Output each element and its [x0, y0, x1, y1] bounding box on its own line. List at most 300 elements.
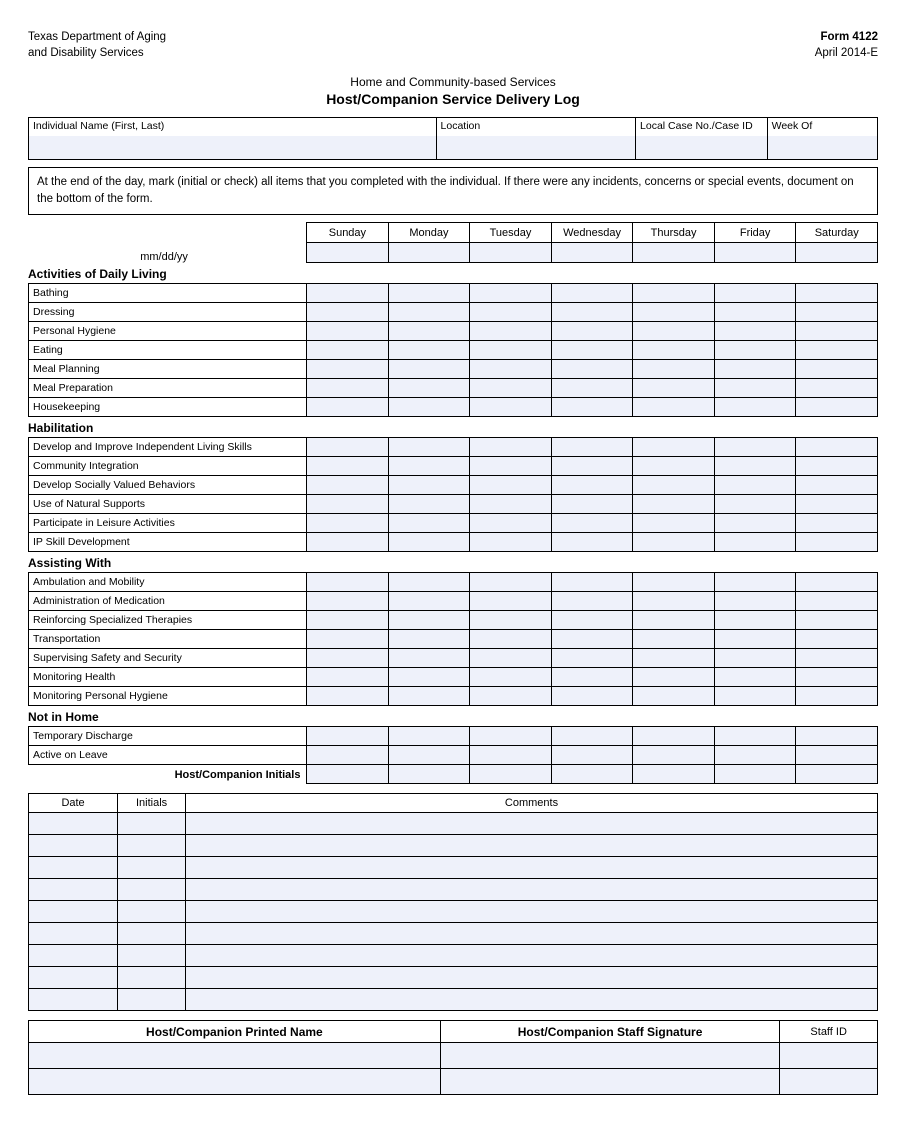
- checkbox-cell-wednesday[interactable]: [551, 438, 633, 457]
- checkbox-cell-sunday[interactable]: [307, 322, 389, 341]
- input-printed-name[interactable]: [29, 1043, 441, 1069]
- input-comment-initials[interactable]: [118, 813, 186, 835]
- task-label: Supervising Safety and Security: [29, 649, 307, 668]
- checkbox-cell-saturday[interactable]: [796, 341, 878, 360]
- title-block: [28, 75, 878, 107]
- checkbox-cell-tuesday[interactable]: [470, 284, 552, 303]
- checkbox-cell-friday[interactable]: [714, 746, 796, 765]
- initials-cell-monday[interactable]: [388, 765, 470, 784]
- checkbox-cell-sunday[interactable]: [307, 360, 389, 379]
- checkbox-cell-saturday[interactable]: [796, 495, 878, 514]
- task-row: [29, 727, 878, 746]
- task-row: [29, 438, 878, 457]
- checkbox-cell-sunday[interactable]: [307, 495, 389, 514]
- input-printed-name[interactable]: [29, 1069, 441, 1095]
- checkbox-cell-friday[interactable]: [714, 341, 796, 360]
- input-comment-date[interactable]: [29, 945, 118, 967]
- comments-row: [29, 857, 878, 879]
- task-label: Use of Natural Supports: [29, 495, 307, 514]
- checkbox-cell-friday[interactable]: [714, 322, 796, 341]
- checkbox-cell-monday[interactable]: [388, 533, 470, 552]
- task-label: Eating: [29, 341, 307, 360]
- section-heading-assisting-with: Assisting With: [28, 556, 112, 571]
- task-label: Administration of Medication: [29, 592, 307, 611]
- checkbox-cell-thursday[interactable]: [633, 303, 715, 322]
- day-name-row: [28, 223, 878, 243]
- checkbox-cell-friday[interactable]: [714, 476, 796, 495]
- checkbox-cell-thursday[interactable]: [633, 727, 715, 746]
- task-label: Community Integration: [29, 457, 307, 476]
- checkbox-cell-tuesday[interactable]: [470, 630, 552, 649]
- label-location: Location: [436, 118, 636, 136]
- checkbox-cell-saturday[interactable]: [796, 457, 878, 476]
- checkbox-cell-thursday[interactable]: [633, 592, 715, 611]
- input-week-of[interactable]: [767, 136, 877, 160]
- form-header: [28, 30, 878, 61]
- checkbox-cell-friday[interactable]: [714, 284, 796, 303]
- checkbox-cell-thursday[interactable]: [633, 533, 715, 552]
- input-comment-initials[interactable]: [118, 835, 186, 857]
- checkbox-cell-sunday[interactable]: [307, 398, 389, 417]
- task-row: [29, 457, 878, 476]
- checkbox-cell-monday[interactable]: [388, 727, 470, 746]
- checkbox-cell-saturday[interactable]: [796, 360, 878, 379]
- checkbox-cell-saturday[interactable]: [796, 533, 878, 552]
- checkbox-cell-sunday[interactable]: [307, 303, 389, 322]
- checkbox-cell-monday[interactable]: [388, 746, 470, 765]
- input-comment-text[interactable]: [186, 879, 878, 901]
- task-row: [29, 630, 878, 649]
- day-header-tuesday: Tuesday: [470, 223, 552, 243]
- checkbox-cell-friday[interactable]: [714, 533, 796, 552]
- checkbox-cell-tuesday[interactable]: [470, 360, 552, 379]
- checkbox-cell-wednesday[interactable]: [551, 533, 633, 552]
- task-row: [29, 573, 878, 592]
- input-staff-id[interactable]: [780, 1069, 878, 1095]
- checkbox-cell-friday[interactable]: [714, 727, 796, 746]
- task-label: IP Skill Development: [29, 533, 307, 552]
- input-date-friday[interactable]: [714, 243, 796, 263]
- input-comment-text[interactable]: [186, 857, 878, 879]
- input-staff-signature[interactable]: [440, 1069, 780, 1095]
- checkbox-cell-sunday[interactable]: [307, 746, 389, 765]
- checkbox-cell-friday[interactable]: [714, 687, 796, 706]
- checkbox-cell-wednesday[interactable]: [551, 592, 633, 611]
- task-row: [29, 649, 878, 668]
- checkbox-cell-tuesday[interactable]: [470, 457, 552, 476]
- input-comment-date[interactable]: [29, 813, 118, 835]
- checkbox-cell-friday[interactable]: [714, 573, 796, 592]
- initials-cell-tuesday[interactable]: [470, 765, 552, 784]
- label-local-case-no: Local Case No./Case ID: [636, 118, 768, 136]
- initials-cell-sunday[interactable]: [307, 765, 389, 784]
- checkbox-cell-sunday[interactable]: [307, 611, 389, 630]
- input-comment-date[interactable]: [29, 989, 118, 1011]
- initials-row-label: Host/Companion Initials: [174, 768, 301, 781]
- input-date-saturday[interactable]: [796, 243, 878, 263]
- checkbox-cell-tuesday[interactable]: [470, 438, 552, 457]
- checkbox-cell-monday[interactable]: [388, 379, 470, 398]
- day-header-monday: Monday: [388, 223, 470, 243]
- checkbox-cell-monday[interactable]: [388, 438, 470, 457]
- agency-name: [28, 30, 166, 61]
- identification-table: [28, 117, 878, 160]
- checkbox-cell-tuesday[interactable]: [470, 746, 552, 765]
- instructions-box: At the end of the day, mark (initial or check) all items that you completed with the individual. If there were any incidents, concerns or special events, document on the bottom of the form.: [28, 167, 878, 215]
- input-comment-date[interactable]: [29, 835, 118, 857]
- checkbox-cell-friday[interactable]: [714, 630, 796, 649]
- checkbox-cell-thursday[interactable]: [633, 379, 715, 398]
- signature-table: [28, 1020, 878, 1095]
- task-label: Ambulation and Mobility: [29, 573, 307, 592]
- checkbox-cell-sunday[interactable]: [307, 341, 389, 360]
- checkbox-cell-monday[interactable]: [388, 592, 470, 611]
- comments-col-initials: Initials: [118, 794, 186, 813]
- task-row: [29, 322, 878, 341]
- checkbox-cell-monday[interactable]: [388, 476, 470, 495]
- input-comment-initials[interactable]: [118, 967, 186, 989]
- checkbox-cell-friday[interactable]: [714, 495, 796, 514]
- checkbox-cell-wednesday[interactable]: [551, 476, 633, 495]
- agency-line-1: Texas Department of Aging: [28, 31, 167, 43]
- checkbox-cell-sunday[interactable]: [307, 514, 389, 533]
- comments-header-row: [29, 794, 878, 813]
- checkbox-cell-friday[interactable]: [714, 592, 796, 611]
- input-comment-date[interactable]: [29, 857, 118, 879]
- task-label: Active on Leave: [29, 746, 307, 765]
- task-label: Housekeeping: [29, 398, 307, 417]
- checkbox-cell-sunday[interactable]: [307, 284, 389, 303]
- input-staff-id[interactable]: [780, 1043, 878, 1069]
- input-comment-text[interactable]: [186, 945, 878, 967]
- checkbox-cell-wednesday[interactable]: [551, 322, 633, 341]
- checkbox-cell-sunday[interactable]: [307, 438, 389, 457]
- comments-table: [28, 793, 878, 1011]
- task-row: [29, 495, 878, 514]
- form-meta: [815, 30, 878, 61]
- checkbox-cell-friday[interactable]: [714, 457, 796, 476]
- checkbox-cell-wednesday[interactable]: [551, 727, 633, 746]
- checkbox-cell-wednesday[interactable]: [551, 360, 633, 379]
- task-label: Develop and Improve Independent Living Skills: [29, 438, 307, 457]
- day-header-saturday: Saturday: [796, 223, 878, 243]
- checkbox-cell-saturday[interactable]: [796, 727, 878, 746]
- task-row: [29, 514, 878, 533]
- task-label: Personal Hygiene: [29, 322, 307, 341]
- initials-cell-friday[interactable]: [714, 765, 796, 784]
- input-individual-name[interactable]: [29, 136, 437, 160]
- task-row: [29, 303, 878, 322]
- task-row: [29, 611, 878, 630]
- checkbox-cell-saturday[interactable]: [796, 476, 878, 495]
- checkbox-cell-saturday[interactable]: [796, 284, 878, 303]
- input-comment-date[interactable]: [29, 923, 118, 945]
- task-row: [29, 687, 878, 706]
- task-row: [29, 379, 878, 398]
- initials-cell-saturday[interactable]: [796, 765, 878, 784]
- input-location[interactable]: [436, 136, 636, 160]
- checkbox-cell-wednesday[interactable]: [551, 611, 633, 630]
- comments-row: [29, 835, 878, 857]
- checkbox-cell-tuesday[interactable]: [470, 592, 552, 611]
- checkbox-cell-friday[interactable]: [714, 360, 796, 379]
- checkbox-cell-monday[interactable]: [388, 303, 470, 322]
- section-table-not-in-home: [28, 726, 878, 784]
- checkbox-cell-thursday[interactable]: [633, 514, 715, 533]
- checkbox-cell-wednesday[interactable]: [551, 746, 633, 765]
- checkbox-cell-tuesday[interactable]: [470, 573, 552, 592]
- input-date-tuesday[interactable]: [470, 243, 552, 263]
- date-format-label: mm/dd/yy: [140, 250, 188, 263]
- checkbox-cell-saturday[interactable]: [796, 746, 878, 765]
- signature-row: [29, 1069, 878, 1095]
- checkbox-cell-wednesday[interactable]: [551, 687, 633, 706]
- checkbox-cell-tuesday[interactable]: [470, 687, 552, 706]
- checkbox-cell-wednesday[interactable]: [551, 649, 633, 668]
- checkbox-cell-saturday[interactable]: [796, 398, 878, 417]
- input-date-sunday[interactable]: [307, 243, 389, 263]
- input-comment-text[interactable]: [186, 813, 878, 835]
- checkbox-cell-sunday[interactable]: [307, 687, 389, 706]
- section-heading-not-in-home: Not in Home: [28, 710, 99, 725]
- input-comment-initials[interactable]: [118, 879, 186, 901]
- signature-col-signature: Host/Companion Staff Signature: [440, 1021, 780, 1043]
- checkbox-cell-monday[interactable]: [388, 611, 470, 630]
- checkbox-cell-monday[interactable]: [388, 687, 470, 706]
- checkbox-cell-saturday[interactable]: [796, 611, 878, 630]
- checkbox-cell-sunday[interactable]: [307, 592, 389, 611]
- checkbox-cell-saturday[interactable]: [796, 438, 878, 457]
- checkbox-cell-wednesday[interactable]: [551, 630, 633, 649]
- checkbox-cell-thursday[interactable]: [633, 341, 715, 360]
- checkbox-cell-thursday[interactable]: [633, 573, 715, 592]
- task-label: Meal Preparation: [29, 379, 307, 398]
- checkbox-cell-thursday[interactable]: [633, 495, 715, 514]
- checkbox-cell-saturday[interactable]: [796, 630, 878, 649]
- task-label: Participate in Leisure Activities: [29, 514, 307, 533]
- task-row: [29, 398, 878, 417]
- section-table-habilitation: [28, 437, 878, 552]
- checkbox-cell-sunday[interactable]: [307, 379, 389, 398]
- input-comment-date[interactable]: [29, 901, 118, 923]
- checkbox-cell-tuesday[interactable]: [470, 649, 552, 668]
- input-comment-text[interactable]: [186, 835, 878, 857]
- input-comment-text[interactable]: [186, 901, 878, 923]
- signature-row: [29, 1043, 878, 1069]
- task-row: [29, 284, 878, 303]
- day-header-wednesday: Wednesday: [551, 223, 633, 243]
- input-comment-text[interactable]: [186, 989, 878, 1011]
- task-row: [29, 476, 878, 495]
- day-header-thursday: Thursday: [633, 223, 715, 243]
- checkbox-cell-thursday[interactable]: [633, 284, 715, 303]
- initials-row: [29, 765, 878, 784]
- input-comment-date[interactable]: [29, 879, 118, 901]
- checkbox-cell-wednesday[interactable]: [551, 284, 633, 303]
- checkbox-cell-tuesday[interactable]: [470, 476, 552, 495]
- identification-value-row: [29, 136, 878, 160]
- signature-header-row: [29, 1021, 878, 1043]
- input-comment-initials[interactable]: [118, 901, 186, 923]
- checkbox-cell-saturday[interactable]: [796, 303, 878, 322]
- checkbox-cell-monday[interactable]: [388, 322, 470, 341]
- checkbox-cell-saturday[interactable]: [796, 514, 878, 533]
- checkbox-cell-sunday[interactable]: [307, 457, 389, 476]
- checkbox-cell-thursday[interactable]: [633, 398, 715, 417]
- comments-row: [29, 923, 878, 945]
- checkbox-cell-friday[interactable]: [714, 303, 796, 322]
- checkbox-cell-tuesday[interactable]: [470, 398, 552, 417]
- input-comment-text[interactable]: [186, 923, 878, 945]
- checkbox-cell-tuesday[interactable]: [470, 727, 552, 746]
- checkbox-cell-saturday[interactable]: [796, 592, 878, 611]
- task-label: Develop Socially Valued Behaviors: [29, 476, 307, 495]
- identification-label-row: [29, 118, 878, 136]
- checkbox-cell-sunday[interactable]: [307, 727, 389, 746]
- checkbox-cell-thursday[interactable]: [633, 611, 715, 630]
- comments-row: [29, 813, 878, 835]
- input-comment-initials[interactable]: [118, 989, 186, 1011]
- comments-col-comments: Comments: [186, 794, 878, 813]
- checkbox-cell-wednesday[interactable]: [551, 573, 633, 592]
- checkbox-cell-saturday[interactable]: [796, 668, 878, 687]
- program-name: Home and Community-based Services: [350, 75, 556, 90]
- input-comment-initials[interactable]: [118, 857, 186, 879]
- input-comment-initials[interactable]: [118, 923, 186, 945]
- comments-row: [29, 945, 878, 967]
- checkbox-cell-friday[interactable]: [714, 438, 796, 457]
- checkbox-cell-friday[interactable]: [714, 514, 796, 533]
- checkbox-cell-wednesday[interactable]: [551, 379, 633, 398]
- checkbox-cell-friday[interactable]: [714, 379, 796, 398]
- checkbox-cell-friday[interactable]: [714, 398, 796, 417]
- checkbox-cell-thursday[interactable]: [633, 360, 715, 379]
- checkbox-cell-friday[interactable]: [714, 611, 796, 630]
- checkbox-cell-tuesday[interactable]: [470, 322, 552, 341]
- label-week-of: Week Of: [767, 118, 877, 136]
- checkbox-cell-thursday[interactable]: [633, 322, 715, 341]
- signature-col-printed-name: Host/Companion Printed Name: [29, 1021, 441, 1043]
- checkbox-cell-monday[interactable]: [388, 284, 470, 303]
- input-staff-signature[interactable]: [440, 1043, 780, 1069]
- checkbox-cell-monday[interactable]: [388, 341, 470, 360]
- checkbox-cell-sunday[interactable]: [307, 476, 389, 495]
- day-header-table: [28, 222, 878, 263]
- checkbox-cell-thursday[interactable]: [633, 649, 715, 668]
- input-comment-date[interactable]: [29, 967, 118, 989]
- page-title: Host/Companion Service Delivery Log: [326, 91, 580, 108]
- task-row: [29, 341, 878, 360]
- input-date-wednesday[interactable]: [551, 243, 633, 263]
- checkbox-cell-sunday[interactable]: [307, 630, 389, 649]
- checkbox-cell-monday[interactable]: [388, 495, 470, 514]
- checkbox-cell-monday[interactable]: [388, 649, 470, 668]
- section-table-assisting-with: [28, 572, 878, 706]
- checkbox-cell-wednesday[interactable]: [551, 514, 633, 533]
- checkbox-cell-tuesday[interactable]: [470, 379, 552, 398]
- input-date-monday[interactable]: [388, 243, 470, 263]
- section-heading-adl: Activities of Daily Living: [28, 267, 167, 282]
- signature-col-staff-id: Staff ID: [780, 1021, 878, 1043]
- checkbox-cell-friday[interactable]: [714, 649, 796, 668]
- task-label: Monitoring Health: [29, 668, 307, 687]
- checkbox-cell-monday[interactable]: [388, 514, 470, 533]
- input-date-thursday[interactable]: [633, 243, 715, 263]
- comments-row: [29, 967, 878, 989]
- task-label: Temporary Discharge: [29, 727, 307, 746]
- checkbox-cell-friday[interactable]: [714, 668, 796, 687]
- task-row: [29, 592, 878, 611]
- checkbox-cell-thursday[interactable]: [633, 476, 715, 495]
- checkbox-cell-sunday[interactable]: [307, 573, 389, 592]
- checkbox-cell-monday[interactable]: [388, 668, 470, 687]
- checkbox-cell-thursday[interactable]: [633, 746, 715, 765]
- task-label: Transportation: [29, 630, 307, 649]
- checkbox-cell-thursday[interactable]: [633, 668, 715, 687]
- checkbox-cell-wednesday[interactable]: [551, 457, 633, 476]
- checkbox-cell-tuesday[interactable]: [470, 495, 552, 514]
- comments-col-date: Date: [29, 794, 118, 813]
- checkbox-cell-thursday[interactable]: [633, 630, 715, 649]
- checkbox-cell-wednesday[interactable]: [551, 495, 633, 514]
- checkbox-cell-saturday[interactable]: [796, 649, 878, 668]
- day-header-sunday: Sunday: [307, 223, 389, 243]
- section-table-adl: [28, 283, 878, 417]
- checkbox-cell-wednesday[interactable]: [551, 668, 633, 687]
- checkbox-cell-saturday[interactable]: [796, 379, 878, 398]
- checkbox-cell-wednesday[interactable]: [551, 398, 633, 417]
- checkbox-cell-wednesday[interactable]: [551, 303, 633, 322]
- day-date-row: [28, 243, 878, 263]
- checkbox-cell-monday[interactable]: [388, 457, 470, 476]
- input-comment-initials[interactable]: [118, 945, 186, 967]
- checkbox-cell-tuesday[interactable]: [470, 303, 552, 322]
- checkbox-cell-tuesday[interactable]: [470, 514, 552, 533]
- task-row: [29, 533, 878, 552]
- checkbox-cell-sunday[interactable]: [307, 668, 389, 687]
- checkbox-cell-monday[interactable]: [388, 573, 470, 592]
- task-row: [29, 668, 878, 687]
- checkbox-cell-tuesday[interactable]: [470, 341, 552, 360]
- checkbox-cell-tuesday[interactable]: [470, 611, 552, 630]
- task-label: Meal Planning: [29, 360, 307, 379]
- initials-cell-thursday[interactable]: [633, 765, 715, 784]
- checkbox-cell-thursday[interactable]: [633, 687, 715, 706]
- checkbox-cell-sunday[interactable]: [307, 649, 389, 668]
- checkbox-cell-monday[interactable]: [388, 630, 470, 649]
- checkbox-cell-tuesday[interactable]: [470, 533, 552, 552]
- checkbox-cell-thursday[interactable]: [633, 457, 715, 476]
- label-individual-name: Individual Name (First, Last): [29, 118, 437, 136]
- comments-row: [29, 879, 878, 901]
- checkbox-cell-monday[interactable]: [388, 360, 470, 379]
- checkbox-cell-saturday[interactable]: [796, 687, 878, 706]
- checkbox-cell-tuesday[interactable]: [470, 668, 552, 687]
- checkbox-cell-wednesday[interactable]: [551, 341, 633, 360]
- comments-row: [29, 901, 878, 923]
- input-comment-text[interactable]: [186, 967, 878, 989]
- input-local-case-no[interactable]: [636, 136, 768, 160]
- section-heading-habilitation: Habilitation: [28, 421, 94, 436]
- checkbox-cell-sunday[interactable]: [307, 533, 389, 552]
- checkbox-cell-thursday[interactable]: [633, 438, 715, 457]
- initials-cell-wednesday[interactable]: [551, 765, 633, 784]
- task-row: [29, 746, 878, 765]
- checkbox-cell-saturday[interactable]: [796, 573, 878, 592]
- checkbox-cell-saturday[interactable]: [796, 322, 878, 341]
- checkbox-cell-monday[interactable]: [388, 398, 470, 417]
- agency-line-2: and Disability Services: [28, 46, 144, 59]
